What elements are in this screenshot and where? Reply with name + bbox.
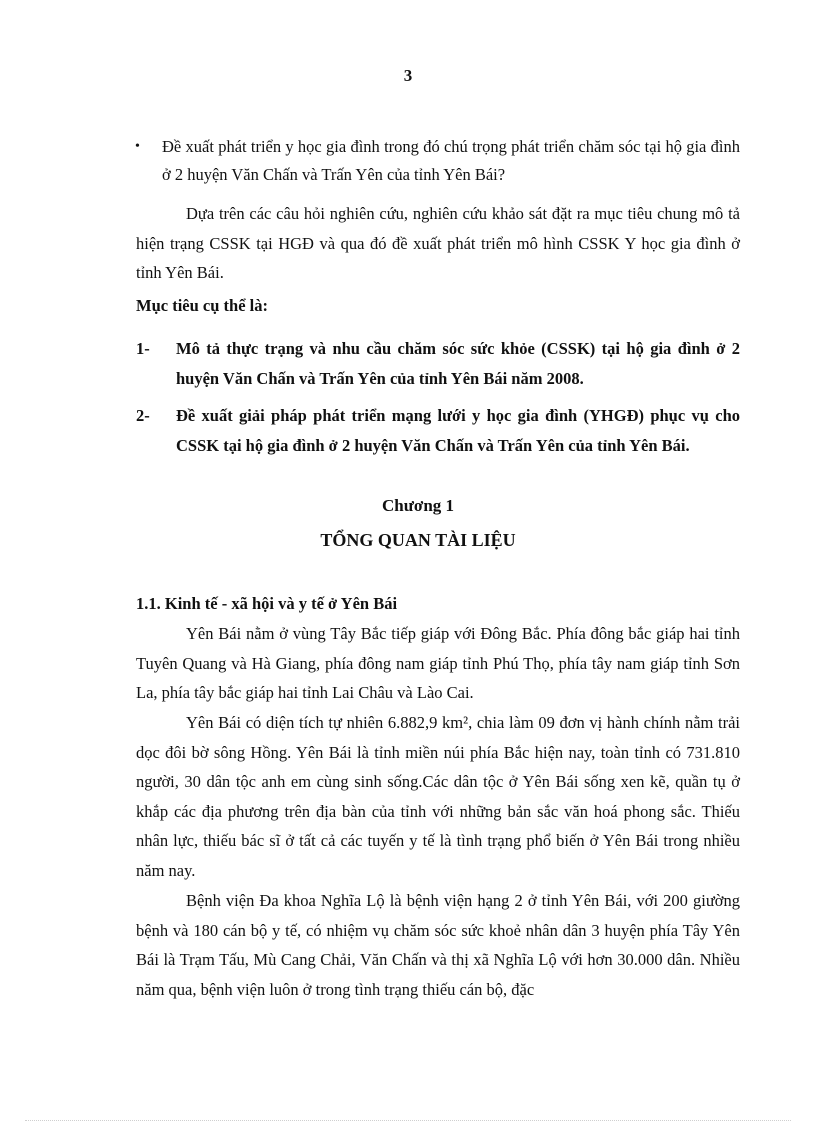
- bullet-icon: •: [135, 139, 140, 154]
- bullet-text: Đề xuất phát triển y học gia đình trong đó chú trọng phát triển chăm sóc tại hộ gia đình ở 2 huyện Văn Chấn và Trấn Yên của tỉnh Yên Bái?: [162, 137, 740, 184]
- objective-item: [136, 334, 740, 393]
- objective-number: 2-: [136, 406, 150, 425]
- objective-text: Mô tả thực trạng và nhu cầu chăm sóc sức khỏe (CSSK) tại hộ gia đình ở 2 huyện Văn Chấn và Trấn Yên của tỉnh Yên Bái năm 2008.: [176, 339, 740, 388]
- body-paragraph: Bệnh viện Đa khoa Nghĩa Lộ là bệnh viện hạng 2 ở tỉnh Yên Bái, với 200 giường bệnh và 180 cán bộ y tế, có nhiệm vụ chăm sóc sức khoẻ nhân dân 3 huyện phía Tây Yên Bái là Trạm Tấu, Mù Cang Chải, Văn Chấn và thị xã Nghĩa Lộ với hơn 30.000 dân. Nhiều năm qua, bệnh viện luôn ở trong tình trạng thiếu cán bộ, đặc: [136, 891, 740, 999]
- objectives-title: Mục tiêu cụ thể là:: [136, 296, 268, 315]
- objective-text: Đề xuất giải pháp phát triển mạng lưới y học gia đình (YHGĐ) phục vụ cho CSSK tại hộ gia đình ở 2 huyện Văn Chấn và Trấn Yên của tỉnh Yên Bái.: [176, 406, 740, 455]
- page-number: 3: [403, 66, 413, 85]
- body-paragraph: Yên Bái nằm ở vùng Tây Bắc tiếp giáp với Đông Bắc. Phía đông bắc giáp hai tỉnh Tuyên Quang và Hà Giang, phía đông nam giáp tỉnh Phú Thọ, phía tây nam giáp tỉnh Sơn La, phía tây bắc giáp hai tỉnh Lai Châu và Lào Cai.: [136, 624, 740, 702]
- objective-item: [136, 401, 740, 460]
- section-heading: 1.1. Kinh tế - xã hội và y tế ở Yên Bái: [136, 594, 398, 613]
- bullet-item: [135, 133, 740, 189]
- chapter-label: Chương 1: [381, 496, 455, 515]
- chapter-title: TỔNG QUAN TÀI LIỆU: [320, 530, 516, 550]
- body-paragraph: Yên Bái có diện tích tự nhiên 6.882,9 km², chia làm 09 đơn vị hành chính nằm trải dọc đôi bờ sông Hồng. Yên Bái là tỉnh miền núi phía Bắc hiện nay, toàn tỉnh có 731.810 người, 30 dân tộc anh em cùng sinh sống.Các dân tộc ở Yên Bái sống xen kẽ, quần tụ ở khắp các địa phương trên địa bàn của tỉnh với những bản sắc văn hoá phong sắc. Thiếu nhân lực, thiếu bác sĩ ở tất cả các tuyến y tế là tình trạng phổ biến ở Yên Bái trong nhiều năm nay.: [136, 713, 740, 880]
- page-bottom-divider: [25, 1120, 791, 1121]
- objective-number: 1-: [136, 339, 150, 358]
- intro-paragraph: Dựa trên các câu hỏi nghiên cứu, nghiên cứu khảo sát đặt ra mục tiêu chung mô tả hiện trạng CSSK tại HGĐ và qua đó đề xuất phát triển mô hình CSSK Y học gia đình ở tỉnh Yên Bái.: [136, 204, 740, 282]
